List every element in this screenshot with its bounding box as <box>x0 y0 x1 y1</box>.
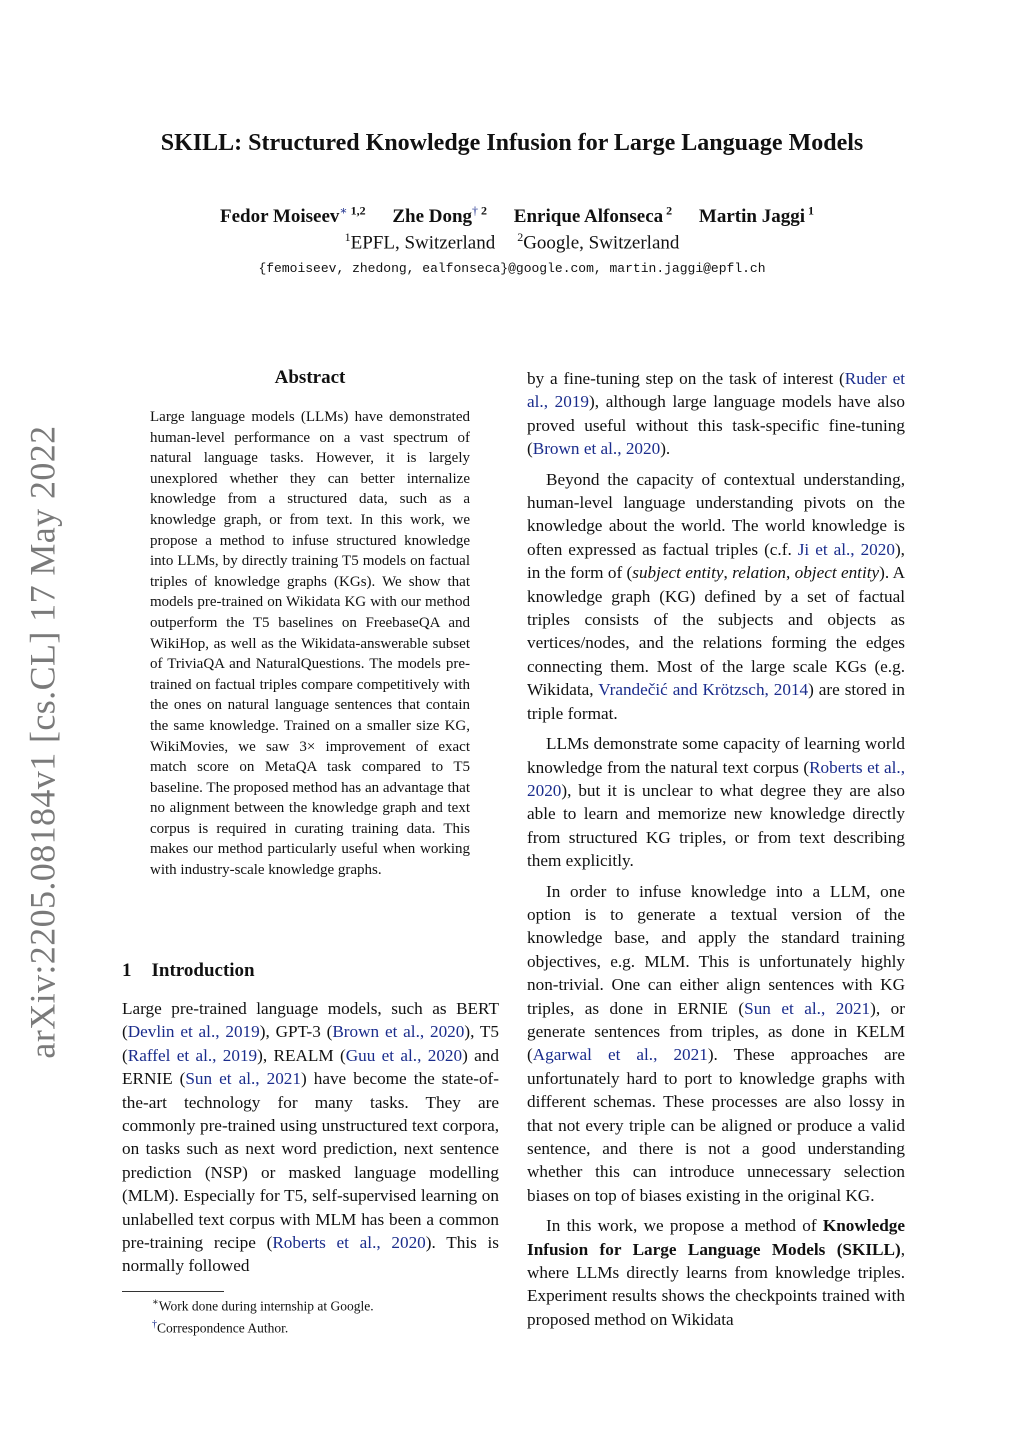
affiliation-num: 2 <box>517 230 524 244</box>
abstract-heading: Abstract <box>274 367 346 388</box>
author <box>220 206 366 227</box>
citation-link[interactable]: Sun et al., 2021 <box>744 998 871 1018</box>
arxiv-identifier <box>20 425 66 1059</box>
paragraph: Large pre-trained language models, such as BERT (Devlin et al., 2019), GPT-3 (Brown et al., 2020), T5 (Raffel et al., 2019), REALM (Guu et al., 2020) and ERNIE (Sun et al., 2021) have become the state-of-the-art technology for many tasks. They are commonly pre-trained using unstructured text corpora, on tasks such as next word prediction, next sentence prediction (NSP) or masked language modelling (MLM). Especially for T5, self-supervised learning on unlabelled text corpus with MLM has been a common pre-training recipe (Roberts et al., 2020). This is normally followed <box>122 999 499 1276</box>
footnote: ∗Work done during internship at Google. <box>152 1297 374 1314</box>
citation-link[interactable]: Ji et al., 2020 <box>797 539 895 559</box>
author-name: Zhe Dong <box>392 206 473 228</box>
paragraph: Beyond the capacity of contextual understanding, human-level language understanding pivots on the knowledge about the world. The world knowledge is often expressed as factual triples (c.f. Ji et al., 2020), in the form of (subject entity, relation, object entity). A knowledge graph (KG) defined by a set of factual triples consists of the subjects and objects as vertices/nodes, and the relations forming the edges connecting them. Most of the large scale KGs (e.g. Wikidata, Vrandečić and Krötzsch, 2014) are stored in triple format. <box>527 469 906 723</box>
citation-link[interactable]: Guu et al., 2020 <box>345 1045 463 1065</box>
affiliation-name: EPFL, Switzerland <box>350 232 496 254</box>
author-affil: 2 <box>666 204 673 218</box>
citation-link[interactable]: Roberts et al., 2020 <box>272 1233 426 1253</box>
paragraph: LLMs demonstrate some capacity of learning world knowledge from the natural text corpus (Roberts et al., 2020), but it is unclear to what degree they are also able to learn and memorize new knowledge directly from structured KG triples, or from text describing them explicitly. <box>527 734 905 871</box>
author-list <box>0 204 1024 228</box>
affiliation-name: Google, Switzerland <box>523 232 680 254</box>
paragraph: In this work, we propose a method of Knowledge Infusion for Large Language Models (SKILL), where LLMs directly learns from knowledge triples. Experiment results shows the checkpoints trained with proposed method on Wikidata <box>527 1216 905 1329</box>
citation-link[interactable]: Ruder et al., 2019 <box>527 369 905 412</box>
abstract-text: Large language models (LLMs) have demonstrated human-level performance on a vast spectrum of natural language tasks. However, it is largely unexplored whether they can better internalize knowledge from a structured data, such as a knowledge graph, or from text. In this work, we propose a method to infuse structured knowledge into LLMs, by directly training T5 models on factual triples of knowledge graphs (KGs). We show that models pre-trained on Wikidata KG with our method outperform the T5 baselines on FreebaseQA and WikiHop, as well as the Wikidata-answerable subset of TriviaQA and NaturalQuestions. The models pre-trained on factual triples compare competitively with the ones on natural language sentences that contain the same knowledge. Trained on a smaller size KG, WikiMovies, we saw 3× improvement of exact match score on MetaQA task compared to T5 baseline. The proposed method has an advantage that no alignment between the knowledge graph and text corpus is required in curating training data. This makes our method particularly useful when working with industry-scale knowledge graphs. <box>150 409 470 879</box>
author-mark: † <box>472 204 479 218</box>
author-name: Fedor Moiseev <box>220 206 340 228</box>
author-emails: {femoiseev, zhedong, ealfonseca}@google.com, martin.jaggi@epfl.ch <box>258 261 766 276</box>
citation-link[interactable]: Roberts et al., 2020 <box>527 757 905 800</box>
author-affil: 2 <box>481 204 488 218</box>
footnotes <box>152 1294 374 1337</box>
section-number: 1 <box>122 960 132 981</box>
citation-link[interactable]: Raffel et al., 2019 <box>127 1045 258 1065</box>
author-affil: 1,2 <box>350 204 366 218</box>
author <box>699 206 814 227</box>
author-name: Enrique Alfonseca <box>513 206 664 228</box>
author-name: Martin Jaggi <box>698 206 805 228</box>
intro-right-column <box>527 367 905 1338</box>
paragraph: In order to infuse knowledge into a LLM, one option is to generate a textual version of the knowledge base, and apply the standard training objectives, e.g. MLM. This is unfortunately highly non-trivial. One can either align sentences with KG triples, as done in ERNIE (Sun et al., 2021), or generate sentences from triples, as done in KELM (Agarwal et al., 2021). These approaches are unfortunately hard to port to knowledge graphs with different schemas. These processes are also lossy in that not every triple can be aligned or produce a valid sentence, and there is not a good understanding whether this can introduce unnecessary selection biases on top of biases existing in the original KG. <box>527 881 905 1205</box>
footnote-divider <box>122 1291 224 1292</box>
paper-title: SKILL: Structured Knowledge Infusion for Large Language Models <box>160 130 864 156</box>
affiliation-num: 1 <box>344 230 351 244</box>
author <box>392 206 487 227</box>
section-title: Introduction <box>151 960 255 981</box>
citation-link[interactable]: Brown et al., 2020 <box>332 1022 465 1042</box>
affiliations <box>0 230 1024 254</box>
author <box>514 206 672 227</box>
arxiv-identifier-text: arXiv:2205.08184v1 [cs.CL] 17 May 2022 <box>23 425 63 1059</box>
author-affil: 1 <box>808 204 814 218</box>
footnote: †Correspondence Author. <box>152 1318 289 1335</box>
citation-link[interactable]: Devlin et al., 2019 <box>127 1022 260 1042</box>
intro-left-column <box>122 997 499 1285</box>
paragraph: by a fine-tuning step on the task of interest (Ruder et al., 2019), although large language models have also proved useful without this task-specific fine-tuning (Brown et al., 2020). <box>527 369 905 459</box>
author-mark: ∗ <box>339 204 348 218</box>
citation-link[interactable]: Agarwal et al., 2021 <box>532 1045 708 1065</box>
citation-link[interactable]: Brown et al., 2020 <box>532 439 661 459</box>
citation-link[interactable]: Vrandečić and Krötzsch, 2014 <box>598 680 809 700</box>
section-heading-introduction <box>122 960 255 982</box>
citation-link[interactable]: Sun et al., 2021 <box>185 1069 301 1089</box>
